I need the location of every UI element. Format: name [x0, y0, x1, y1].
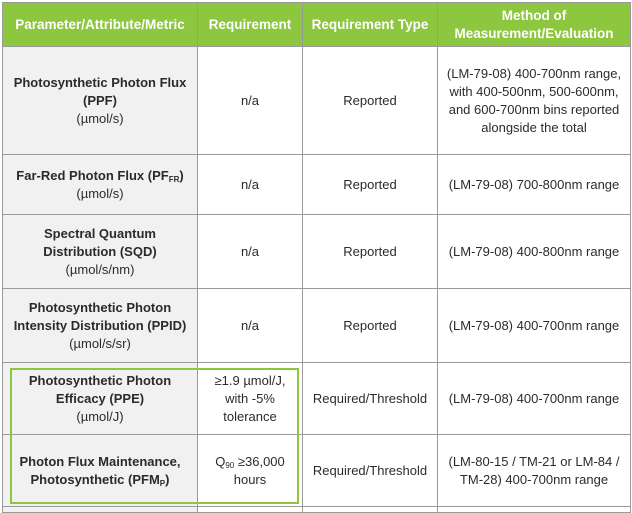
param-name: Spectral Quantum Distribution (SQD) — [43, 225, 157, 259]
requirement-cell: ≥1.9 µmol/J, with -5% tolerance — [198, 363, 303, 435]
table-row — [3, 435, 631, 507]
param-name: Photosynthetic Photon Flux (PPF) — [13, 74, 187, 108]
header-method: Method of Measurement/Evaluation — [438, 3, 631, 47]
param-cell — [3, 363, 198, 435]
header-requirement: Requirement — [198, 3, 303, 47]
requirement-cell: $Q_{90} \ge 36,000$ hours — [198, 435, 303, 507]
param-name: Photosynthetic Photon Efficacy (PPE) — [28, 372, 172, 406]
type-cell: Reported — [303, 155, 438, 215]
table-row — [3, 363, 631, 435]
method-cell: (LM-79-08) 400-700nm range — [438, 289, 631, 363]
param-unit: (µmol/s/nm) — [65, 261, 135, 277]
param-cell — [3, 435, 198, 507]
requirement-cell: n/a — [198, 289, 303, 363]
requirement-cell: n/a — [198, 215, 303, 289]
type-cell: Reported — [303, 47, 438, 155]
requirement-cell: n/a — [198, 155, 303, 215]
header-parameter: Parameter/Attribute/Metric — [3, 3, 198, 47]
table-row — [3, 155, 631, 215]
table-row — [3, 289, 631, 363]
param-unit: (µmol/s/sr) — [69, 335, 131, 351]
type-cell: Reported — [303, 215, 438, 289]
param-cell — [3, 215, 198, 289]
param-unit: (µmol/J) — [76, 408, 124, 424]
method-cell: (LM-79-08) 400-700nm range — [438, 363, 631, 435]
header-row — [3, 3, 631, 47]
method-cell: (LM-80-15 / TM-21 or LM-84 / TM-28) 400-700nm range — [438, 435, 631, 507]
header-requirement-type: Requirement Type — [303, 3, 438, 47]
param-unit: (µmol/s) — [76, 110, 124, 126]
method-cell: (LM-79-08) 400-700nm range, with 400-500nm, 500-600nm, and 600-700nm bins reported alongside the total — [438, 47, 631, 155]
table-row — [3, 47, 631, 155]
param-name: Photosynthetic Photon Intensity Distribution (PPID) — [13, 299, 187, 333]
requirement-cell: n/a — [198, 47, 303, 155]
type-cell: Reported — [303, 289, 438, 363]
param-cell — [3, 47, 198, 155]
method-cell: (LM-79-08) 400-800nm range — [438, 215, 631, 289]
param-name: Far-Red Photon Flux $(PF_{FR})$ — [16, 167, 184, 184]
requirements-table — [2, 2, 631, 513]
param-name: Photon Flux Maintenance, Photosynthetic $(PFM_P)$ — [19, 453, 181, 488]
type-cell: Required/Threshold — [303, 363, 438, 435]
param-cell — [3, 289, 198, 363]
type-cell: Required/Threshold — [303, 435, 438, 507]
table-row — [3, 215, 631, 289]
param-cell — [3, 155, 198, 215]
method-cell: (LM-79-08) 700-800nm range — [438, 155, 631, 215]
param-unit: (µmol/s) — [76, 185, 124, 201]
